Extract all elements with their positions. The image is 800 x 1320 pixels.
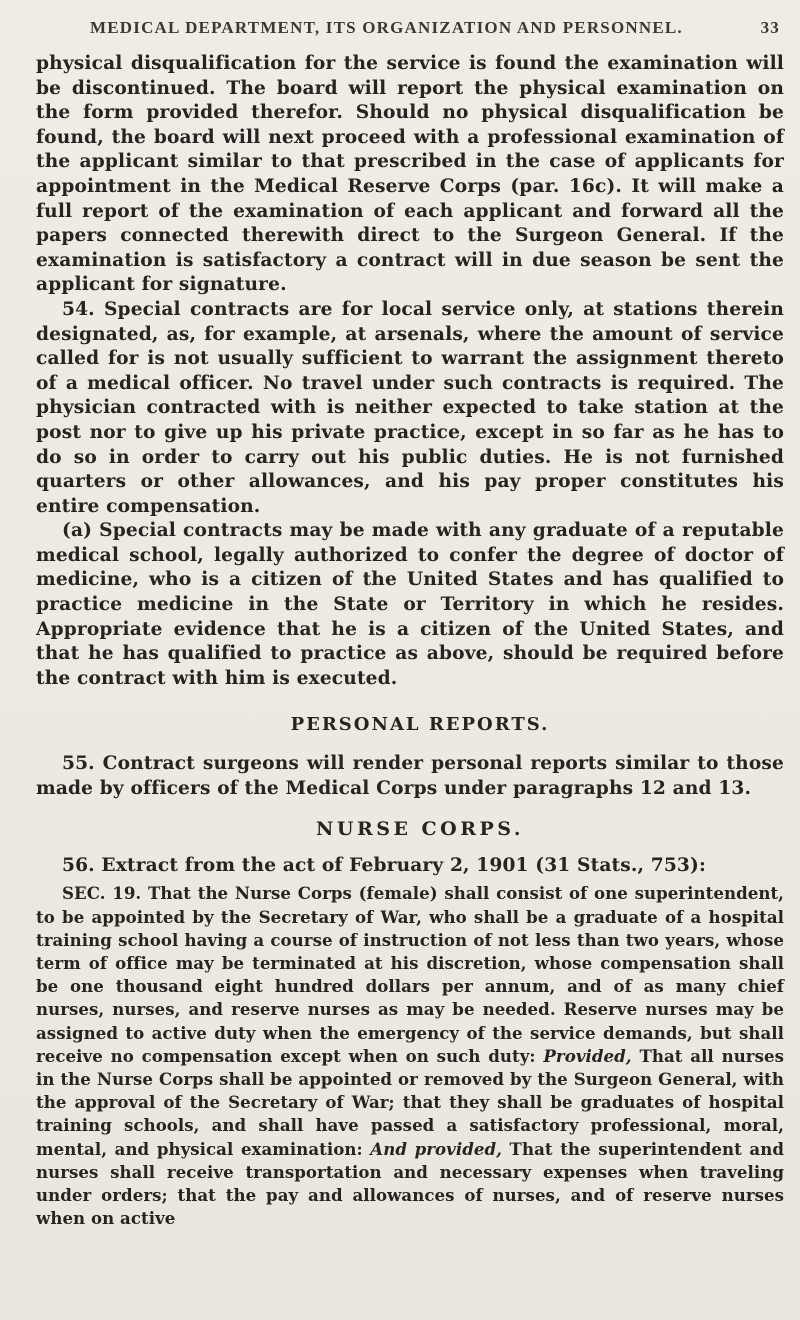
section-heading-nurse-corps: NURSE CORPS.	[316, 818, 524, 841]
running-head-title: MEDICAL DEPARTMENT, ITS ORGANIZATION AND PERSONNEL.	[90, 18, 683, 37]
statute-text-part-1: SEC. 19. That the Nurse Corps (female) shall consist of one superintendent, to be appointed by the Secretary of War, who shall be a graduate of a hospital training school having a course of instruction of not less than two years, whose term of office may be terminated at his discretion, whose compensation shall be one thousand eight hundred dollars per annum, and of as many chief nurses, nurses, and reserve nurses as may be needed. Reserve nurses may be assigned to active duty when the emergency of the service demands, but shall receive no compensation except when on such duty:	[36, 883, 784, 1066]
section-heading-personal-reports: PERSONAL REPORTS.	[290, 714, 550, 736]
paragraph-55: 55. Contract surgeons will render personal reports similar to those made by officers of the Medical Corps under paragraphs 12 and 13.	[36, 753, 784, 799]
statute-text-part-3: That the superintendent and nurses shall receive transportation and necessary expenses when traveling under orders; that the pay and allowances of nurses, and of reserve nurses when on active	[36, 1138, 784, 1229]
paragraph-54a: (a) Special contracts may be made with any graduate of a reputable medical school, legally authorized to confer the degree of doctor of medicine, who is a citizen of the United States and has qualified to practice medicine in the State or Territory in which he resides. Appropriate evidence that he is a citizen of the United States, and that he has qualified to practice as above, should be required before the contract with him is executed.	[36, 520, 784, 689]
paragraph-56: 56. Extract from the act of February 2, 1901 (31 Stats., 753):	[62, 854, 706, 876]
page-number: 33	[760, 18, 780, 37]
statute-proviso-2: And provided,	[370, 1138, 502, 1159]
statute-section-19	[36, 882, 784, 1230]
statute-extract	[36, 882, 784, 1230]
running-head	[60, 18, 780, 38]
statute-text-part-2: That all nurses in the Nurse Corps shall be appointed or removed by the Surgeon General, with the approval of the Secretary of War; that they shall be graduates of hospital training schools, and shall have passed a satisfactory professional, moral, mental, and physical examination:	[36, 1045, 784, 1159]
page-body	[36, 52, 784, 1230]
statute-proviso-1: Provided,	[543, 1045, 632, 1066]
paragraph-54: 54. Special contracts are for local service only, at stations therein designated, as, for example, at arsenals, where the amount of service called for is not usually sufficient to warrant the assignment thereto of a medical officer. No travel under such contracts is required. The physician contracted with is neither expected to take station at the post nor to give up his private practice, except in so far as he has to do so in order to carry out his public duties. He is not furnished quarters or other allowances, and his pay proper constitutes his entire compensation.	[36, 298, 784, 517]
paragraph-continuation: physical disqualification for the service is found the examination will be discontinued. The board will report the physical examination on the form provided therefor. Should no physical disqualification be found, the board will next proceed with a professional examination of the applicant similar to that prescribed in the case of applicants for appointment in the Medical Reserve Corps (par. 16c). It will make a full report of the examination of each applicant and forward all the papers connected therewith direct to the Surgeon General. If the examination is satisfactory a contract will in due season be sent the applicant for signature.	[36, 53, 784, 296]
